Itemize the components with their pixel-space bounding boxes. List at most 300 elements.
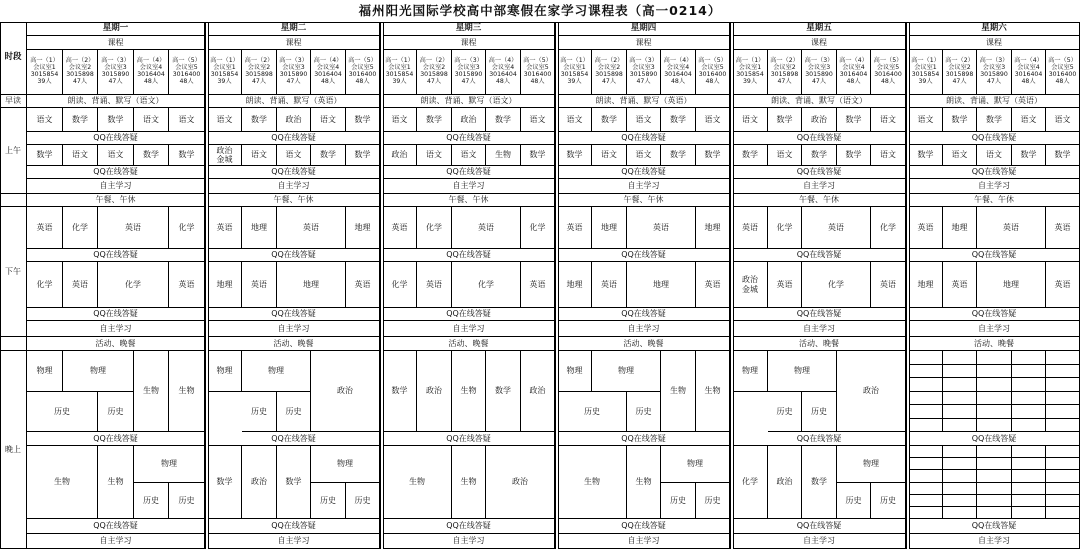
empty-cell [943, 405, 977, 419]
course-cell: 数学 [661, 108, 696, 132]
empty-cell [909, 495, 943, 507]
course-cell: 生物 [134, 351, 169, 432]
course-cell: 地理 [943, 207, 977, 249]
course-cell: 数学 [383, 351, 417, 432]
course-cell: 英语 [627, 207, 696, 249]
empty-cell [909, 458, 943, 470]
early-reading: 朗读、背诵、默写（英语） [909, 95, 1080, 108]
course-cell: 化学 [521, 207, 555, 249]
course-cell: 语文 [592, 145, 627, 166]
empty-cell [943, 392, 977, 405]
course-cell: 化学 [733, 446, 768, 519]
qa-row: QQ在线答疑 [909, 249, 1080, 262]
class-header: 高一（2） 会议室2 3015898 47人 [63, 50, 98, 95]
qa-row: QQ在线答疑 [208, 132, 380, 145]
course-cell: 英语 [943, 262, 977, 308]
empty-cell [909, 378, 943, 392]
course-cell: 物理 [208, 351, 242, 392]
course-cell: 数学 [486, 351, 521, 432]
qa-row: QQ在线答疑 [27, 166, 205, 179]
qa-row: QQ在线答疑 [383, 249, 555, 262]
self-study-row: 自主学习 [27, 179, 205, 194]
course-cell: 政治 [452, 108, 486, 132]
lunch-label-blank [0, 194, 27, 207]
course-cell: 数学 [1012, 145, 1046, 166]
course-cell: 语文 [733, 108, 768, 132]
dinner-label-blank [0, 337, 27, 351]
course-cell: 物理 [558, 351, 592, 392]
course-cell: 历史 [98, 392, 134, 432]
course-cell: 语文 [452, 145, 486, 166]
course-cell: 历史 [277, 392, 311, 432]
empty-cell [943, 507, 977, 519]
course-cell: 英语 [346, 262, 380, 308]
class-header: 高一（1） 会议室1 3015854 39人 [909, 50, 943, 95]
course-cell: 政治 [521, 351, 555, 432]
course-cell: 数学 [521, 145, 555, 166]
qa-row: QQ在线答疑 [733, 519, 906, 534]
class-header: 高一（1） 会议室1 3015854 39人 [558, 50, 592, 95]
course-header: 课程 [27, 36, 205, 50]
self-study-row: 自主学习 [909, 534, 1080, 549]
course-cell: 地理 [909, 262, 943, 308]
course-cell: 语文 [696, 108, 730, 132]
course-cell: 政治 [277, 108, 311, 132]
class-header: 高一（3） 会议室3 3015890 47人 [977, 50, 1012, 95]
empty-cell [977, 419, 1012, 432]
early-reading-label: 早读 [0, 95, 27, 108]
course-cell: 历史 [27, 392, 98, 432]
empty-cell [1012, 392, 1046, 405]
empty-cell [1012, 378, 1046, 392]
course-cell: 数学 [346, 145, 380, 166]
qa-row: QQ在线答疑 [208, 432, 380, 446]
course-cell: 物理 [27, 351, 63, 392]
course-cell: 生物 [452, 351, 486, 432]
course-cell: 生物 [558, 446, 627, 519]
course-cell: 物理 [837, 446, 906, 483]
empty-cell [909, 446, 943, 458]
empty-cell [977, 405, 1012, 419]
course-cell: 数学 [837, 145, 871, 166]
qa-row: QQ在线答疑 [383, 308, 555, 321]
class-header: 高一（4） 会议室4 3016404 48人 [486, 50, 521, 95]
lunch-row: 午餐、午休 [909, 194, 1080, 207]
course-cell: 政治 金城 [208, 145, 242, 166]
qa-row: QQ在线答疑 [383, 432, 555, 446]
course-cell: 地理 [558, 262, 592, 308]
course-cell: 历史 [169, 483, 205, 519]
early-reading: 朗读、背诵、默写（英语） [208, 95, 380, 108]
course-cell: 化学 [417, 207, 452, 249]
self-study-row: 自主学习 [383, 321, 555, 337]
course-cell: 英语 [802, 207, 871, 249]
course-header: 课程 [383, 36, 555, 50]
empty-cell [977, 378, 1012, 392]
course-cell: 数学 [1046, 145, 1080, 166]
class-header: 高一（4） 会议室4 3016404 48人 [134, 50, 169, 95]
day-header-3: 星期三 [383, 22, 555, 36]
qa-row: QQ在线答疑 [27, 519, 205, 534]
self-study-row: 自主学习 [733, 321, 906, 337]
course-cell: 地理 [592, 207, 627, 249]
class-header: 高一（3） 会议室3 3015890 47人 [802, 50, 837, 95]
empty-cell [977, 483, 1012, 495]
course-cell: 英语 [521, 262, 555, 308]
qa-row: QQ在线答疑 [383, 166, 555, 179]
course-cell: 化学 [802, 262, 871, 308]
dinner-row: 活动、晚餐 [909, 337, 1080, 351]
dinner-row: 活动、晚餐 [733, 337, 906, 351]
course-cell: 英语 [1046, 207, 1080, 249]
qa-row: QQ在线答疑 [558, 308, 730, 321]
self-study-row: 自主学习 [208, 321, 380, 337]
course-cell: 数学 [63, 108, 98, 132]
course-header: 课程 [909, 36, 1080, 50]
course-header: 课程 [558, 36, 730, 50]
course-cell: 数学 [802, 446, 837, 519]
course-cell: 生物 [627, 446, 661, 519]
course-cell: 数学 [417, 108, 452, 132]
course-cell: 英语 [277, 207, 346, 249]
course-cell: 物理 [134, 446, 205, 483]
class-header: 高一（5） 会议室5 3016400 48人 [1046, 50, 1080, 95]
empty-cell [1046, 458, 1080, 470]
class-header: 高一（3） 会议室3 3015890 47人 [627, 50, 661, 95]
course-cell: 生物 [383, 446, 452, 519]
course-cell: 物理 [768, 351, 837, 392]
course-cell: 数学 [768, 108, 802, 132]
empty-cell [1012, 470, 1046, 483]
course-cell: 英语 [63, 262, 98, 308]
course-cell: 英语 [417, 262, 452, 308]
course-cell: 语文 [63, 145, 98, 166]
self-study-row: 自主学习 [208, 534, 380, 549]
class-header: 高一（2） 会议室2 3015898 47人 [592, 50, 627, 95]
course-cell: 英语 [169, 262, 205, 308]
qa-row: QQ在线答疑 [27, 132, 205, 145]
empty-cell [909, 483, 943, 495]
class-header: 高一（1） 会议室1 3015854 39人 [733, 50, 768, 95]
course-cell: 历史 [242, 392, 277, 432]
qa-row: QQ在线答疑 [27, 432, 205, 446]
course-cell: 化学 [383, 262, 417, 308]
course-cell: 英语 [208, 207, 242, 249]
empty-cell [977, 365, 1012, 378]
qa-row: QQ在线答疑 [909, 519, 1080, 534]
class-header: 高一（3） 会议室3 3015890 47人 [452, 50, 486, 95]
course-cell: 语文 [311, 108, 346, 132]
qa-row: QQ在线答疑 [208, 519, 380, 534]
qa-row: QQ在线答疑 [733, 249, 906, 262]
course-cell: 数学 [98, 108, 134, 132]
course-cell: 语文 [242, 145, 277, 166]
day-header-1: 星期一 [27, 22, 205, 36]
empty-cell [977, 470, 1012, 483]
course-cell: 化学 [27, 262, 63, 308]
course-cell: 历史 [346, 483, 380, 519]
qa-row: QQ在线答疑 [383, 132, 555, 145]
schedule-grid [0, 22, 1080, 549]
course-cell: 政治 [311, 351, 380, 432]
empty-cell [909, 470, 943, 483]
empty-cell [1012, 458, 1046, 470]
class-header: 高一（4） 会议室4 3016404 48人 [1012, 50, 1046, 95]
course-cell: 数学 [169, 145, 205, 166]
empty-cell [1012, 419, 1046, 432]
course-cell: 英语 [871, 262, 906, 308]
course-cell: 语文 [521, 108, 555, 132]
qa-row: QQ在线答疑 [558, 519, 730, 534]
qa-row: QQ在线答疑 [909, 132, 1080, 145]
qa-row: QQ在线答疑 [558, 432, 730, 446]
class-header: 高一（5） 会议室5 3016400 48人 [871, 50, 906, 95]
course-cell: 语文 [977, 145, 1012, 166]
course-cell: 数学 [134, 145, 169, 166]
qa-row: QQ在线答疑 [909, 308, 1080, 321]
course-cell: 英语 [98, 207, 169, 249]
course-cell: 历史 [696, 483, 730, 519]
course-cell: 数学 [277, 446, 311, 519]
early-reading: 朗读、背诵、默写（语文） [383, 95, 555, 108]
course-cell: 英语 [592, 262, 627, 308]
empty-cell [1046, 405, 1080, 419]
course-cell: 政治 [837, 351, 906, 432]
empty-cell [943, 495, 977, 507]
class-header: 高一（5） 会议室5 3016400 48人 [521, 50, 555, 95]
course-cell: 地理 [346, 207, 380, 249]
empty-cell [909, 392, 943, 405]
qa-row: QQ在线答疑 [208, 166, 380, 179]
course-cell: 数学 [733, 145, 768, 166]
course-cell: 英语 [1046, 262, 1080, 308]
empty-cell [943, 378, 977, 392]
course-cell: 历史 [837, 483, 871, 519]
empty-cell [909, 365, 943, 378]
afternoon-label: 下午 [0, 207, 27, 337]
lunch-row: 午餐、午休 [383, 194, 555, 207]
self-study-row: 自主学习 [909, 321, 1080, 337]
course-cell: 历史 [802, 392, 837, 432]
course-cell: 语文 [1012, 108, 1046, 132]
course-cell: 英语 [558, 207, 592, 249]
empty-cell [977, 446, 1012, 458]
empty-cell [943, 419, 977, 432]
empty-cell [1046, 378, 1080, 392]
course-cell: 英语 [242, 262, 277, 308]
self-study-row: 自主学习 [208, 179, 380, 194]
course-cell: 语文 [558, 108, 592, 132]
course-cell: 数学 [943, 108, 977, 132]
course-cell: 语文 [943, 145, 977, 166]
dinner-row: 活动、晚餐 [558, 337, 730, 351]
course-cell: 语文 [27, 108, 63, 132]
page-title: 福州阳光国际学校高中部寒假在家学习课程表（高一0214） [358, 3, 722, 18]
qa-row: QQ在线答疑 [208, 308, 380, 321]
course-cell: 语文 [417, 145, 452, 166]
class-header: 高一（5） 会议室5 3016400 48人 [346, 50, 380, 95]
empty-cell [1012, 365, 1046, 378]
empty-cell [1012, 405, 1046, 419]
course-cell: 化学 [169, 207, 205, 249]
course-cell: 数学 [696, 145, 730, 166]
empty-cell [943, 470, 977, 483]
course-cell: 化学 [63, 207, 98, 249]
course-cell: 政治 [383, 145, 417, 166]
course-cell: 数学 [486, 108, 521, 132]
lunch-row: 午餐、午休 [558, 194, 730, 207]
course-cell: 物理 [63, 351, 134, 392]
qa-row: QQ在线答疑 [27, 308, 205, 321]
qa-row: QQ在线答疑 [208, 249, 380, 262]
empty-cell [1012, 495, 1046, 507]
empty-cell [1012, 507, 1046, 519]
empty-cell [943, 483, 977, 495]
course-cell: 语文 [909, 108, 943, 132]
course-cell: 英语 [696, 262, 730, 308]
class-header: 高一（5） 会议室5 3016400 48人 [696, 50, 730, 95]
time-slot-header: 时段 [0, 22, 27, 95]
empty-cell [977, 507, 1012, 519]
early-reading: 朗读、背诵、默写（语文） [733, 95, 906, 108]
qa-row: QQ在线答疑 [733, 132, 906, 145]
self-study-row: 自主学习 [558, 321, 730, 337]
course-cell: 语文 [208, 108, 242, 132]
course-cell: 数学 [592, 108, 627, 132]
course-cell: 语文 [768, 145, 802, 166]
course-cell: 历史 [558, 392, 627, 432]
morning-label: 上午 [0, 108, 27, 194]
empty-cell [1046, 483, 1080, 495]
course-cell: 数学 [661, 145, 696, 166]
empty-cell [977, 392, 1012, 405]
course-cell: 地理 [627, 262, 696, 308]
course-cell: 英语 [768, 262, 802, 308]
empty-cell [1046, 392, 1080, 405]
course-cell: 语文 [871, 145, 906, 166]
course-cell: 物理 [733, 351, 768, 392]
course-cell: 生物 [486, 145, 521, 166]
self-study-row: 自主学习 [27, 321, 205, 337]
course-cell: 数学 [346, 108, 380, 132]
course-cell: 数学 [558, 145, 592, 166]
course-cell: 物理 [592, 351, 661, 392]
course-cell: 数学 [311, 145, 346, 166]
empty-cell [1046, 365, 1080, 378]
qa-row: QQ在线答疑 [558, 166, 730, 179]
course-cell: 数学 [909, 145, 943, 166]
empty-cell [1046, 507, 1080, 519]
empty-cell [1046, 351, 1080, 365]
class-header: 高一（5） 会议室5 3016400 48人 [169, 50, 205, 95]
course-cell: 地理 [696, 207, 730, 249]
course-cell: 政治 [242, 446, 277, 519]
qa-row: QQ在线答疑 [27, 249, 205, 262]
course-cell: 英语 [909, 207, 943, 249]
course-cell: 地理 [208, 262, 242, 308]
course-cell: 数学 [802, 145, 837, 166]
course-cell: 政治 金城 [733, 262, 768, 308]
course-cell: 物理 [311, 446, 380, 483]
empty-cell [943, 458, 977, 470]
course-cell: 生物 [27, 446, 98, 519]
empty-cell [1046, 495, 1080, 507]
class-header: 高一（3） 会议室3 3015890 47人 [98, 50, 134, 95]
class-header: 高一（2） 会议室2 3015898 47人 [242, 50, 277, 95]
empty-cell [943, 446, 977, 458]
course-cell: 生物 [98, 446, 134, 519]
empty-cell [1046, 446, 1080, 458]
day-header-2: 星期二 [208, 22, 380, 36]
course-header: 课程 [733, 36, 906, 50]
empty-cell [909, 351, 943, 365]
course-cell: 历史 [661, 483, 696, 519]
course-cell: 语文 [627, 108, 661, 132]
day-header-6: 星期六 [909, 22, 1080, 36]
course-cell: 地理 [977, 262, 1046, 308]
dinner-row: 活动、晚餐 [27, 337, 205, 351]
course-cell: 数学 [837, 108, 871, 132]
empty-cell [909, 405, 943, 419]
course-cell: 生物 [696, 351, 730, 432]
course-cell: 数学 [977, 108, 1012, 132]
qa-row: QQ在线答疑 [909, 166, 1080, 179]
course-cell: 历史 [311, 483, 346, 519]
class-header: 高一（2） 会议室2 3015898 47人 [943, 50, 977, 95]
empty-cell [1012, 483, 1046, 495]
course-cell: 英语 [27, 207, 63, 249]
qa-row: QQ在线答疑 [558, 132, 730, 145]
self-study-row: 自主学习 [733, 179, 906, 194]
course-cell: 化学 [768, 207, 802, 249]
evening-label: 晚上 [0, 351, 27, 549]
class-header: 高一（2） 会议室2 3015898 47人 [417, 50, 452, 95]
course-cell: 政治 [486, 446, 555, 519]
course-cell: 历史 [627, 392, 661, 432]
early-reading: 朗读、背诵、默写（英语） [558, 95, 730, 108]
self-study-row: 自主学习 [558, 534, 730, 549]
course-cell: 语文 [98, 145, 134, 166]
empty-cell [1046, 470, 1080, 483]
empty-cell [977, 351, 1012, 365]
class-header: 高一（1） 会议室1 3015854 39人 [27, 50, 63, 95]
course-cell: 政治 [802, 108, 837, 132]
course-header: 课程 [208, 36, 380, 50]
qa-row: QQ在线答疑 [733, 308, 906, 321]
self-study-row: 自主学习 [27, 534, 205, 549]
course-cell: 语文 [277, 145, 311, 166]
class-header: 高一（1） 会议室1 3015854 39人 [383, 50, 417, 95]
course-cell: 政治 [417, 351, 452, 432]
course-cell: 英语 [383, 207, 417, 249]
course-cell: 化学 [871, 207, 906, 249]
class-header: 高一（4） 会议室4 3016404 48人 [837, 50, 871, 95]
early-reading: 朗读、背诵、默写（语文） [27, 95, 205, 108]
course-cell: 物理 [661, 446, 730, 483]
course-cell: 历史 [134, 483, 169, 519]
course-cell: 化学 [98, 262, 169, 308]
course-cell: 英语 [733, 207, 768, 249]
course-cell: 地理 [277, 262, 346, 308]
course-cell: 数学 [242, 108, 277, 132]
qa-row: QQ在线答疑 [558, 249, 730, 262]
course-cell: 英语 [452, 207, 521, 249]
self-study-row: 自主学习 [558, 179, 730, 194]
empty-cell [977, 458, 1012, 470]
course-cell: 语文 [627, 145, 661, 166]
lunch-row: 午餐、午休 [208, 194, 380, 207]
empty-cell [943, 351, 977, 365]
